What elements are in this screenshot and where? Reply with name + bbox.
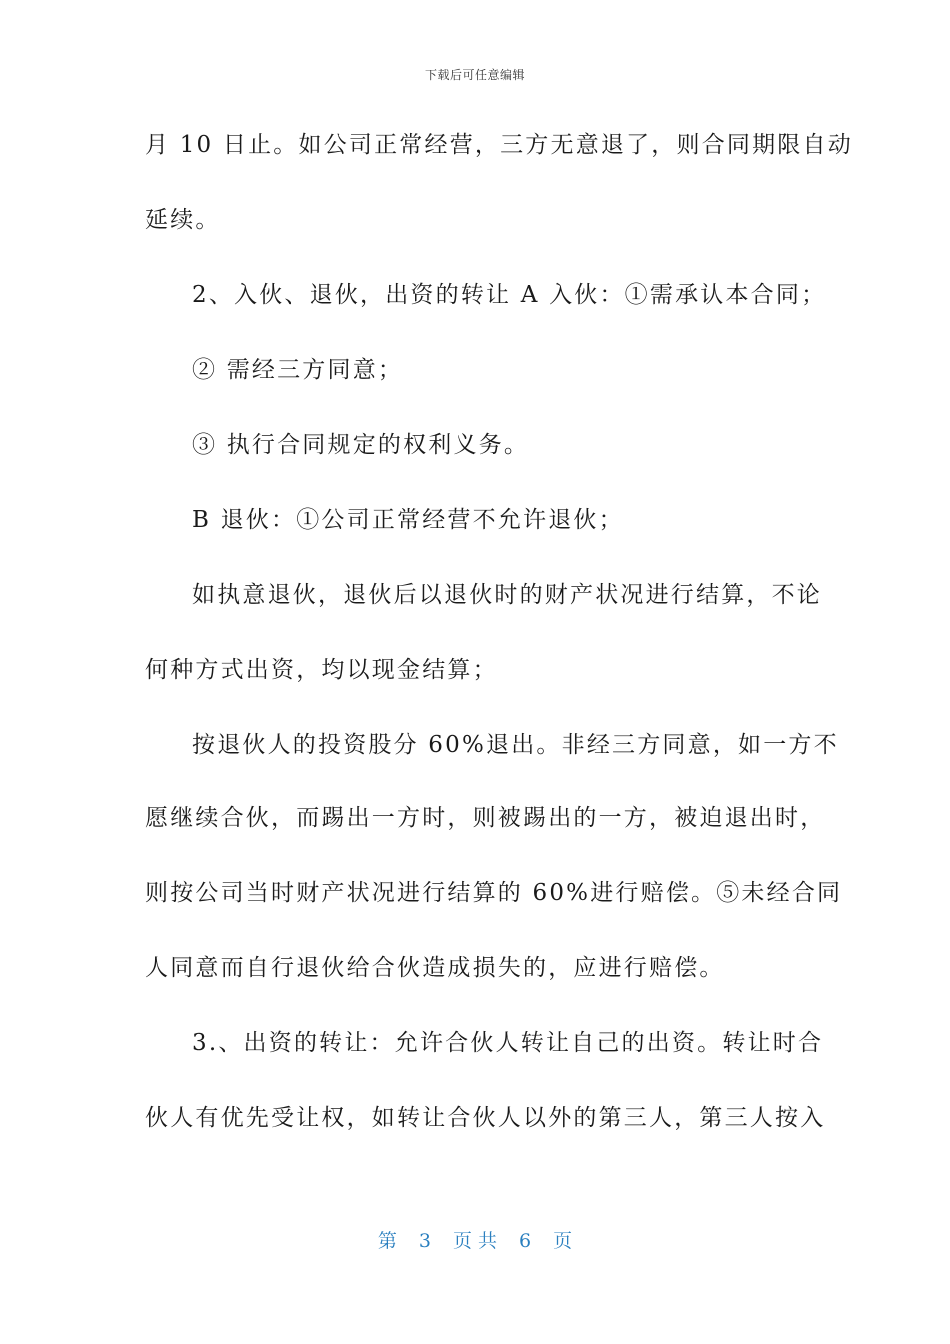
text-line: ② 需经三方同意； [192,357,404,383]
text-line: ③ 执行合同规定的权利义务。 [192,432,530,458]
text-line: 何种方式出资，均以现金结算； [145,657,498,683]
page-label: 第 [377,1230,397,1252]
text-line: 如执意退伙，退伙后以退伙时的财产状况进行结算，不论 [192,582,822,608]
text-line: B 退伙：①公司正常经营不允许退伙； [192,507,624,533]
text-line: 2、入伙、退伙，出资的转让 A 入伙：①需承认本合同； [192,282,827,308]
text-line: 延续。 [145,207,221,233]
page-suffix: 页 [553,1230,573,1252]
text-line: 按退伙人的投资股分 60%退出。非经三方同意，如一方不 [192,732,839,758]
page-footer [0,1226,950,1253]
text-line: 则按公司当时财产状况进行结算的 60%进行赔偿。⑤未经合同 [145,880,843,906]
text-line: 伙人有优先受让权，如转让合伙人以外的第三人，第三人按入 [145,1105,826,1131]
total-label: 页 共 [452,1230,498,1252]
page-header: 下载后可任意编辑 [424,68,525,82]
text-line: 愿继续合伙，而踢出一方时，则被踢出的一方，被迫退出时， [145,805,826,831]
total-pages: 6 [519,1230,532,1252]
text-line: 月 10 日止。如公司正常经营，三方无意退了，则合同期限自动 [145,132,853,158]
text-line: 人同意而自行退伙给合伙造成损失的，应进行赔偿。 [145,955,725,981]
page-number: 3 [418,1230,431,1252]
text-line: 3.、出资的转让：允许合伙人转让自己的出资。转让时合 [192,1030,824,1056]
